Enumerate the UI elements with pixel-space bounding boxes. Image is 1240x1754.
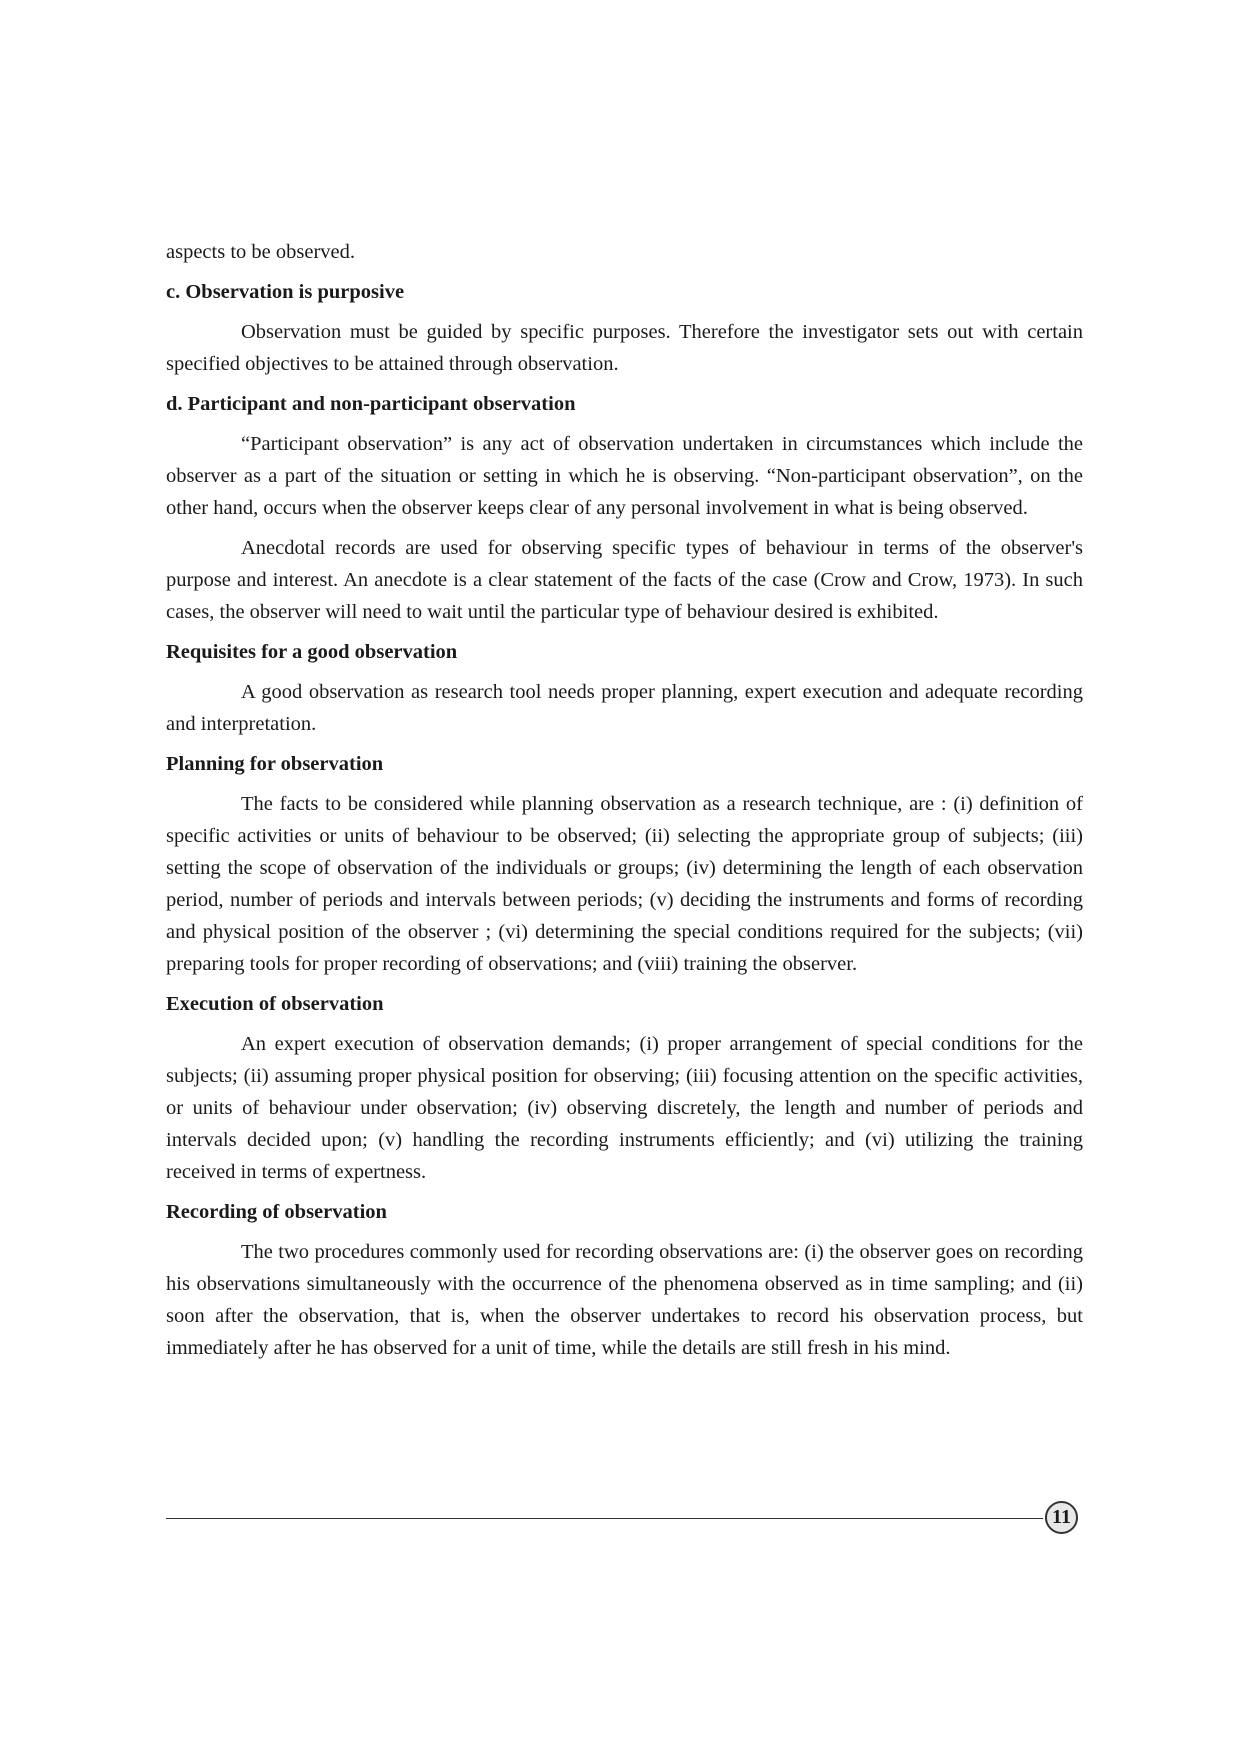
paragraph-planning: The facts to be considered while planning observation as a research technique, are : (i) definition of specific activities or units of behaviour to be observed; (ii) selecting the appropriate group of subjects; (iii) setting the scope of observation of the individuals or groups; (iv) determining the length of each observation period, number of periods and intervals between periods; (v) deciding the instruments and forms of recording and physical position of the observer ; (vi) determining the special conditions required for the subjects; (vii) preparing tools for proper recording of observations; and (viii) training the observer. — [166, 793, 1083, 975]
continuation-text: aspects to be observed. — [166, 241, 355, 263]
page-number-badge: 11 — [1045, 1501, 1078, 1534]
footer-divider — [166, 1518, 1043, 1519]
page-body — [166, 236, 1083, 1372]
paragraph-purposive: Observation must be guided by specific purposes. Therefore the investigator sets out with certain specified objectives to be attained through observation. — [166, 321, 1083, 375]
heading-execution: Execution of observation — [166, 993, 384, 1015]
heading-planning: Planning for observation — [166, 753, 384, 775]
paragraph-anecdotal: Anecdotal records are used for observing specific types of behaviour in terms of the observer's purpose and interest. An anecdote is a clear statement of the facts of the case (Crow and Crow, 1973). In such cases, the observer will need to wait until the particular type of behaviour desired is exhibited. — [166, 537, 1083, 623]
heading-observation-purposive: c. Observation is purposive — [166, 281, 405, 303]
paragraph-participant: “Participant observation” is any act of observation undertaken in circumstances which include the observer as a part of the situation or setting in which he is observing. “Non-participant observation”, on the other hand, occurs when the observer keeps clear of any personal involvement in what is being observed. — [166, 433, 1083, 519]
heading-requisites: Requisites for a good observation — [166, 641, 458, 663]
heading-recording: Recording of observation — [166, 1201, 387, 1223]
paragraph-recording: The two procedures commonly used for recording observations are: (i) the observer goes on recording his observations simultaneously with the occurrence of the phenomena observed as in time sampling; and (ii) soon after the observation, that is, when the observer undertakes to record his observation process, but immediately after he has observed for a unit of time, while the details are still fresh in his mind. — [166, 1241, 1083, 1359]
paragraph-requisites: A good observation as research tool needs proper planning, expert execution and adequate recording and interpretation. — [166, 681, 1083, 735]
paragraph-execution: An expert execution of observation demands; (i) proper arrangement of special conditions for the subjects; (ii) assuming proper physical position for observing; (iii) focusing attention on the specific activities, or units of behaviour under observation; (iv) observing discretely, the length and number of periods and intervals decided upon; (v) handling the recording instruments efficiently; and (vi) utilizing the training received in terms of expertness. — [166, 1033, 1083, 1183]
heading-participant-observation: d. Participant and non-participant observation — [166, 393, 576, 415]
